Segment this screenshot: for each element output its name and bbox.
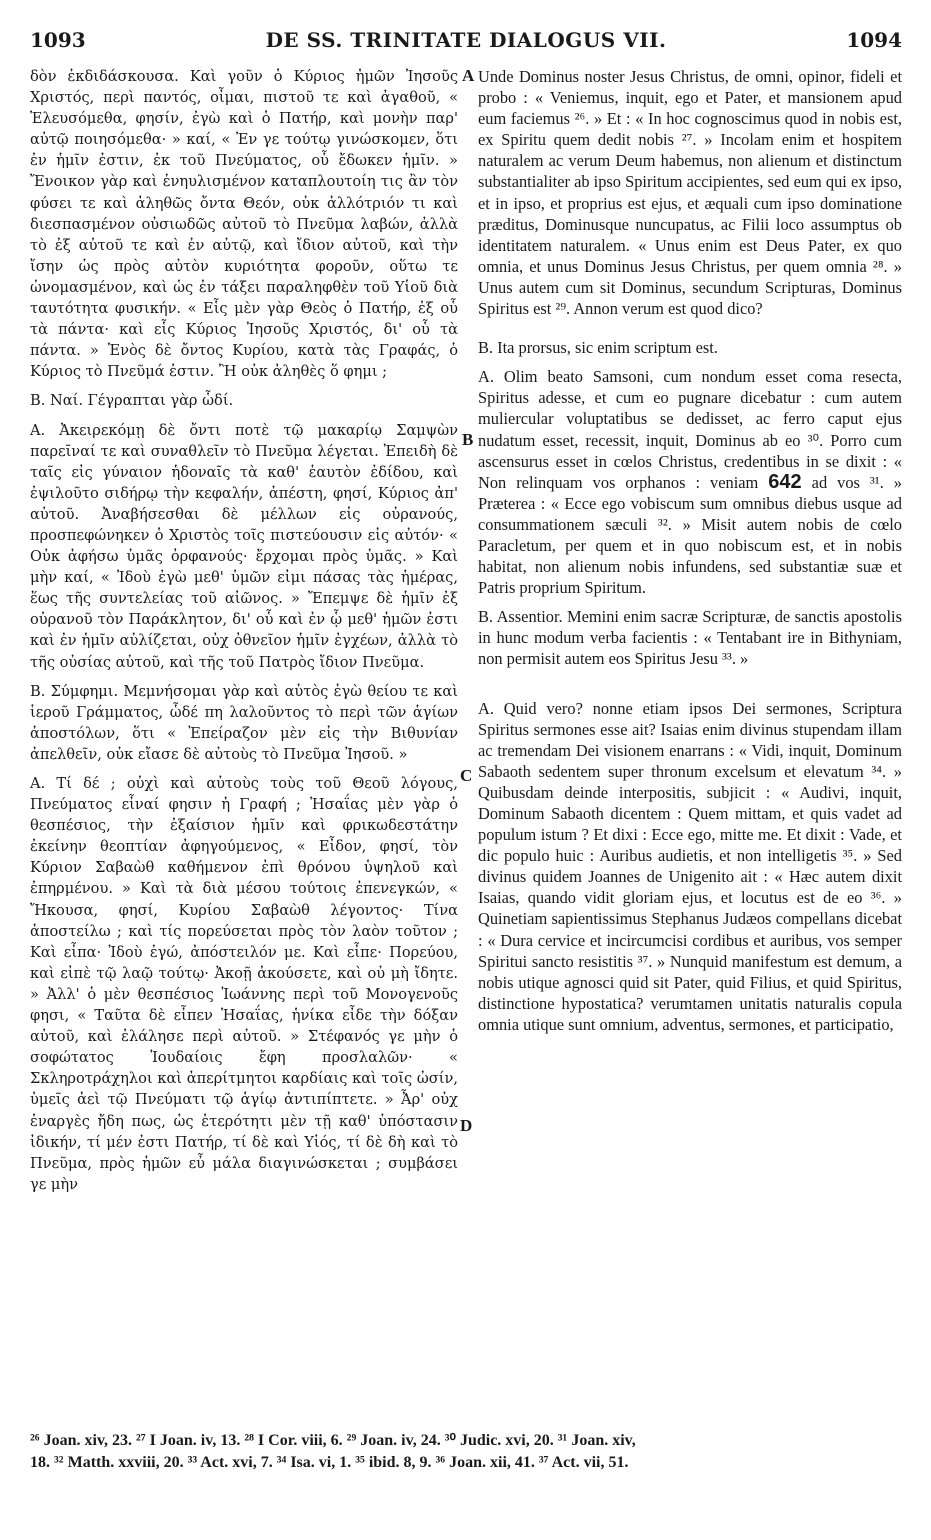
greek-paragraph: δὸν ἐκδιδάσκουσα. Καὶ γοῦν ὁ Κύριος ἡμῶν Ἰησοῦς Χριστός, περὶ παντός, οἶμαι, πιστοῦ τε καὶ ἀγαθοῦ, « Ἐλευσόμεθα, φησίν, ἐγὼ καὶ ὁ Πατήρ, καὶ μονὴν παρ' αὐτῷ ποιησόμεθα· » καί, « Ἐν γε τούτῳ γινώσκομεν, ὅτι ἐν ἡμῖν ἐστιν, ἐκ τοῦ Πνεύματος, οὗ ἔδωκεν ἡμῖν. » Ἔνοικον γὰρ καὶ ἐνηυλισμένον καταπλουτοίη τις ἂν τὸν φύσει τε καὶ ἀληθῶς ὄντα Θεόν, οὐκ ἀλλότριόν τι καὶ διεσπασμένον οὐσιωδῶς αὐτοῦ τὸ Πνεῦμα λαβών, ἀλλὰ τὸ ἐξ αὐτοῦ τε καὶ ἐν αὐτῷ, καὶ ἴδιον αὐτοῦ, καὶ τὴν ἴσην ὡς πρὸς αὐτὸν κυριότητα φοροῦν, οὕτω τε ὠνομασμένον, καὶ ὡς ἐν τάξει παραληφθὲν τοῦ Υἱοῦ διὰ ταυτότητα φυσικήν. « Εἷς μὲν γὰρ Θεὸς ὁ Πατήρ, ἐξ οὗ τὰ πάντα· καὶ εἷς Κύριος Ἰησοῦς Χριστός, δι' οὗ τὰ πάντα. » Ἑνὸς δὲ ὄντος Κυρίου, κατὰ τὰς Γραφάς, ὁ Κύριος τὸ Πνεῦμά ἐστιν. Ἢ οὐκ ἀληθὲς ὅ φημι ; <box>30 68 458 381</box>
latin-paragraph: B. Ita prorsus, sic enim scriptum est. <box>478 338 718 358</box>
latin-paragraph: Unde Dominus noster Jesus Christus, de omni, opinor, fideli et probo : « Veniemus, inquit, ego et Pater, et mansionem apud eum faciemus ²⁶. » Et : « In hoc cognoscimus quod in nobis est, ex Spiritu quem dedit nobis ²⁷. » Incolam enim et hospitem naturalem ac verum Deum habemus, non alienum et distinctum substantialiter ab ipso Spiritum accipientes, sed eum qui ex ipso, et in ipso, et proprius est ejus, et æquali cum ipso dominatione præditus, Dominusque nuncupatus, ac Filii loco assumptus ob identitatem naturalem. « Unus enim est Deus Pater, ex quo omnia, et unus Dominus Jesus Christus, per quem omnia ²⁸. » Unus autem cum sit Dominus, secundum Scripturas, Dominus Spiritus est ²⁹. Annon verum est quod dico? <box>478 67 902 319</box>
greek-paragraph: Α. Ἀκειρεκόμῃ δὲ ὄντι ποτὲ τῷ μακαρίῳ Σαμψὼν παρεῖναί τε καὶ συναθλεῖν τὸ Πνεῦμα λέγεται. Ἐπειδὴ δὲ ταῖς εἰς γύναιον ἡδοναῖς τὰ καθ' ἑαυτὸν ἐδίδου, καὶ ἐψιλοῦτο σιδήρῳ τὴν κεφαλήν, ἀπέστη, φησί, Κύριος ἀπ' αὐτοῦ. Ἀναβήσεσθαι δὲ μέλλων εἰς οὐρανούς, προσπεφώνηκεν ὁ Χριστὸς τοῖς πιστεύουσιν εἰς αὐτόν· « Οὐκ ἀφήσω ὑμᾶς ὀρφανούς· ἔρχομαι πρὸς ὑμᾶς. » Καὶ μὴν καί, « Ἰδοὺ ἐγὼ μεθ' ὑμῶν εἰμι πάσας τὰς ἡμέρας, ἕως τῆς συντελείας τοῦ αἰῶνος. » Ἔπεμψε δὲ ἡμῖν ἐξ οὐρανοῦ τὸν Παράκλητον, δι' οὗ καὶ ἐν ᾧ μεθ' ἡμῶν ἐστι καὶ ἐν ἡμῖν αὐλίζεται, οὐχ ὀθνεῖον ἡμῖν ἐγχέων, ἀλλὰ τὸ τῆς οὐσίας αὐτοῦ, καὶ τῆς τοῦ Πατρὸς ἴδιον Πνεῦμα. <box>30 421 458 671</box>
latin-paragraph: B. Assentior. Memini enim sacræ Scripturæ, de sanctis apostolis in hunc modum verba facientis : « Tentabant ire in Bithyniam, non permisit autem eos Spiritus Jesu ³³. » <box>478 607 902 669</box>
greek-paragraph: Β. Ναί. Γέγραπται γὰρ ὧδί. <box>30 392 234 410</box>
footnote-line: 18. ³² Matth. xxviii, 20. ³³ Act. xvi, 7. ³⁴ Isa. vi, 1. ³⁵ ibid. 8, 9. ³⁶ Joan. xii, 41. ³⁷ Act. vii, 51. <box>30 1454 629 1471</box>
greek-column <box>30 66 458 1195</box>
margin-marker-b: B <box>462 430 474 449</box>
footnote-line: ²⁶ Joan. xiv, 23. ²⁷ I Joan. iv, 13. ²⁸ I Cor. viii, 6. ²⁹ Joan. iv, 24. ³⁰ Judic. xvi, 20. ³¹ Joan. xiv, <box>30 1432 636 1449</box>
latin-text: A. Olim beato Samsoni, cum nondum esset coma resecta, Spiritus adesse, et cum eo pugnare dicebatur : cum autem muliercular voluptatibus se dedisset, ac ferro caput ejus nudatum esset, recessit, inquit, Dominus ab eo ³⁰. Porro cum ascensurus esset in cœlos Christus, credentibus in se dixit : « Non relinquam vos orphanos : veniam <box>478 367 902 492</box>
margin-marker-d: D <box>460 1116 473 1135</box>
footnotes <box>30 1430 902 1474</box>
margin-marker-c: C <box>460 766 473 785</box>
margin-marker-a: A <box>462 66 475 85</box>
page-number-right: 1094 <box>846 28 902 52</box>
latin-column <box>478 66 902 1035</box>
latin-paragraph <box>478 366 902 598</box>
latin-paragraph: A. Quid vero? nonne etiam ipsos Dei sermones, Scriptura Spiritus sermones esse ait? Isaias enim divinus stupendam illam ac tremendam Dei visionem enarrans : « Vidi, inquit, Dominum Sabaoth sedentem super thronum excelsum et elevatum ³⁴. » Quibusdam deinde interpositis, subjicit : « Audivi, inquit, Dominum Sabaoth dicentem : Quem mittam, et quis vadet ad populum istum ? Et dixi : Ecce ego, mitte me. Et dixit : Vade, et dic populo huic : Auribus audietis, et non intelligetis ³⁵. » Sed divinus quidem Joannes de Unigenito ait : « Hæc autem dixit Isaias, quando vidit gloriam ejus, et locutus est de eo ³⁶. » Quinetiam sapientissimus Stephanus Judæos compellans dicebat : « Dura cervice et incircumcisi cordibus et auribus, vos semper Spiritui sancto resistitis ³⁷. » Nunquid manifestum est demum, a nobis utique agnosci quid sit Pater, quid Filius, et quid Spiritus, distinctione hypostatica? verumtamen unitatis naturalis copula omnia utique sunt omnium, adventus, sermones, et participatio, <box>478 698 902 1034</box>
running-title: DE SS. TRINITATE DIALOGUS VII. <box>265 28 667 52</box>
latin-text: ad vos ³¹. » Præterea : « Ecce ego vobiscum sum omnibus diebus usque ad consummationem sæculi ³². » Misit autem nobis de cœlo Paracletum, per quem et in quo nobiscum est, et in nobis habitat, non alienum nobis infundens, sed substantiæ suæ et Patris proprium Spiritum. <box>478 472 903 598</box>
running-header <box>30 28 902 56</box>
column-number: 642 <box>768 470 802 493</box>
page-number-left: 1093 <box>30 28 86 52</box>
greek-paragraph: Β. Σύμφημι. Μεμνήσομαι γὰρ καὶ αὐτὸς ἐγὼ θείου τε καὶ ἱεροῦ Γράμματος, ὧδέ πη λαλοῦντος τὸ περὶ τῶν ἁγίων ἀποστόλων, ὅτι « Ἐπείραζον μὲν εἰς τὴν Βιθυνίαν ἀπελθεῖν, οὐκ εἴασε δὲ αὐτοὺς τὸ Πνεῦμα Ἰησοῦ. » <box>30 682 458 763</box>
greek-paragraph: Α. Τί δέ ; οὐχὶ καὶ αὐτοὺς τοὺς τοῦ Θεοῦ λόγους, Πνεύματος εἶναί φησιν ἡ Γραφή ; Ἡσαΐας μὲν γὰρ ὁ θεσπέσιος, τὴν ἐξαίσιον ἡμῖν καὶ φρικωδεστάτην ἐκείνην θεοπτίαν ἀφηγούμενος, « Εἶδον, φησί, τὸν Κύριον Σαβαὼθ καθήμενον ἐπὶ θρόνου ὑψηλοῦ καὶ ἐπηρμένου. » Καὶ τὰ διὰ μέσου τούτοις ἐπενεγκών, « Ἤκουσα, φησί, Κυρίου Σαβαὼθ λέγοντος· Τίνα ἀποστείλω ; καὶ τίς πορεύσεται πρὸς τὸν λαὸν τοῦτον ; Καὶ εἶπα· Ἰδοὺ ἐγώ, ἀπόστειλόν με. Καὶ εἶπε· Πορεύου, καὶ εἰπὲ τῷ λαῷ τούτῳ· Ἀκοῇ ἀκούσετε, καὶ οὐ μὴ ἴδητε. » Ἀλλ' ὁ μὲν θεσπέσιος Ἰωάννης περὶ τοῦ Μονογενοῦς φησι, « Ταῦτα δὲ εἶπεν Ἡσαΐας, ἡνίκα εἶδε τὴν δόξαν αὐτοῦ, καὶ ἐλάλησε περὶ αὐτοῦ. » Στέφανός γε μὴν ὁ σοφώτατος Ἰουδαίοις ἔφη προσλαλῶν· « Σκληροτράχηλοι καὶ ἀπερίτμητοι καρδίαις καὶ τοῖς ὠσίν, ὑμεῖς ἀεὶ τῷ Πνεύματι τῷ ἁγίῳ ἀντιπίπτετε. » Ἆρ' οὐχ ἐναργὲς ἤδη πως, ὡς ἑτερότητι μὲν τῇ καθ' ὑπόστασιν ἰδικήν, τί μέν ἐστι Πατήρ, τί δὲ καὶ Υἱός, τί δὲ δὴ καὶ τὸ Πνεῦμα, πρὸς ἡμῶν εὖ μάλα διαγινώσκεται ; συμβάσει γε μὴν <box>30 775 458 1193</box>
